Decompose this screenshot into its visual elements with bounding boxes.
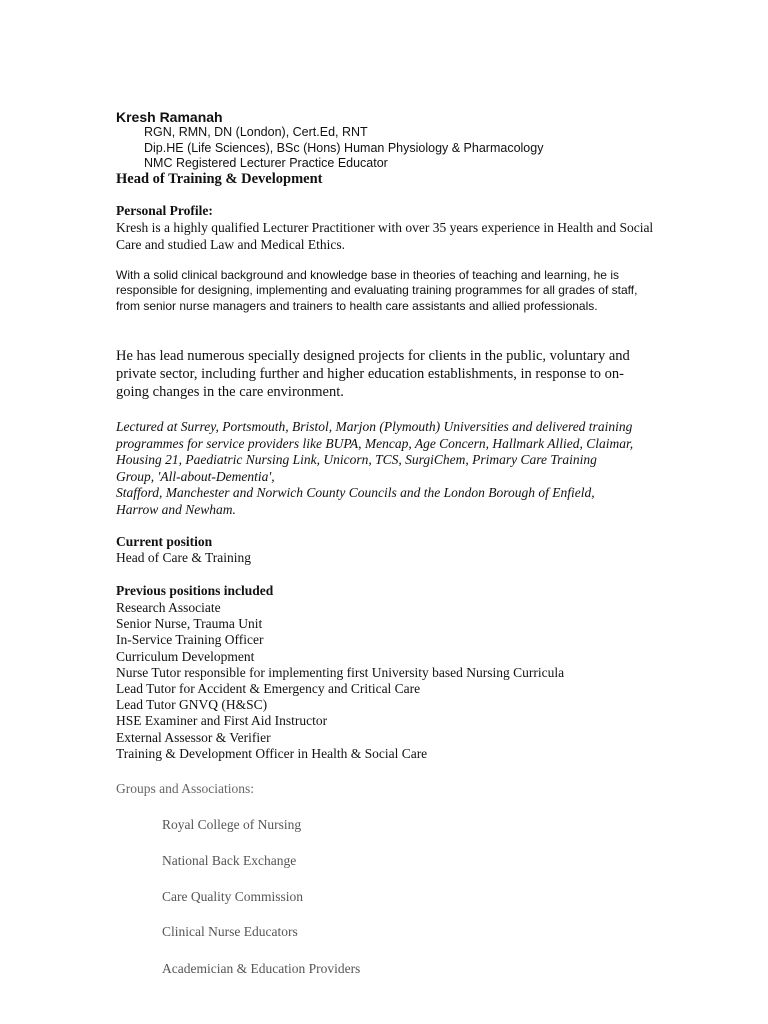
job-title: Head of Training & Development <box>116 171 323 187</box>
previous-positions-list <box>116 600 656 762</box>
credential-line-3: NMC Registered Lecturer Practice Educator <box>144 156 388 170</box>
current-position-value: Head of Care & Training <box>116 550 251 565</box>
list-item: Senior Nurse, Trauma Unit <box>116 616 263 632</box>
credential-line-2: Dip.HE (Life Sciences), BSc (Hons) Human Physiology & Pharmacology <box>144 141 544 155</box>
group-item: Clinical Nurse Educators <box>162 924 298 939</box>
list-item: Training & Development Officer in Health & Social Care <box>116 745 428 761</box>
lectured-paragraph <box>116 419 636 519</box>
profile-paragraph-3: He has lead numerous specially designed projects for clients in the public, voluntary and private sector, including further and higher education establishments, in response to on-going changes in the care environment. <box>116 348 630 400</box>
list-item: In-Service Training Officer <box>116 632 264 648</box>
groups-heading: Groups and Associations: <box>116 781 254 796</box>
group-item: Care Quality Commission <box>162 889 303 904</box>
current-position-heading: Current position <box>116 534 213 549</box>
previous-positions-heading: Previous positions included <box>116 583 274 598</box>
list-item: Lead Tutor GNVQ (H&SC) <box>116 697 268 713</box>
person-name: Kresh Ramanah <box>116 109 223 125</box>
group-item: National Back Exchange <box>162 853 297 868</box>
lectured-text-1: Lectured at Surrey, Portsmouth, Bristol, Marjon (Plymouth) Universities and delivered training programmes for service providers like BUPA, Mencap, Age Concern, Hallmark Allied, Claimar, Housing 21, Paediatric Nursing Link, Unicorn, TCS, SurgiChem, Primary Care Training Group, 'All-about-Dementia', <box>116 419 634 484</box>
list-item: Curriculum Development <box>116 648 255 664</box>
list-item: Lead Tutor for Accident & Emergency and Critical Care <box>116 681 421 697</box>
group-item: Royal College of Nursing <box>162 817 302 832</box>
list-item: HSE Examiner and First Aid Instructor <box>116 713 328 729</box>
list-item: External Assessor & Verifier <box>116 729 271 745</box>
profile-paragraph-1: Kresh is a highly qualified Lecturer Practitioner with over 35 years experience in Health and Social Care and studied Law and Medical Ethics. <box>116 220 654 252</box>
credential-line-1: RGN, RMN, DN (London), Cert.Ed, RNT <box>144 125 368 139</box>
list-item: Research Associate <box>116 600 221 615</box>
profile-paragraph-2: With a solid clinical background and knowledge base in theories of teaching and learning, he is responsible for designing, implementing and evaluating training programmes for all grades of staff, from senior nurse managers and trainers to health care assistants and allied professionals. <box>116 268 638 313</box>
list-item: Nurse Tutor responsible for implementing first University based Nursing Curricula <box>116 664 565 680</box>
profile-heading: Personal Profile: <box>116 203 213 218</box>
group-item: Academician & Education Providers <box>162 961 361 976</box>
lectured-text-2: Stafford, Manchester and Norwich County Councils and the London Borough of Enfield, Harrow and Newham. <box>116 485 595 517</box>
